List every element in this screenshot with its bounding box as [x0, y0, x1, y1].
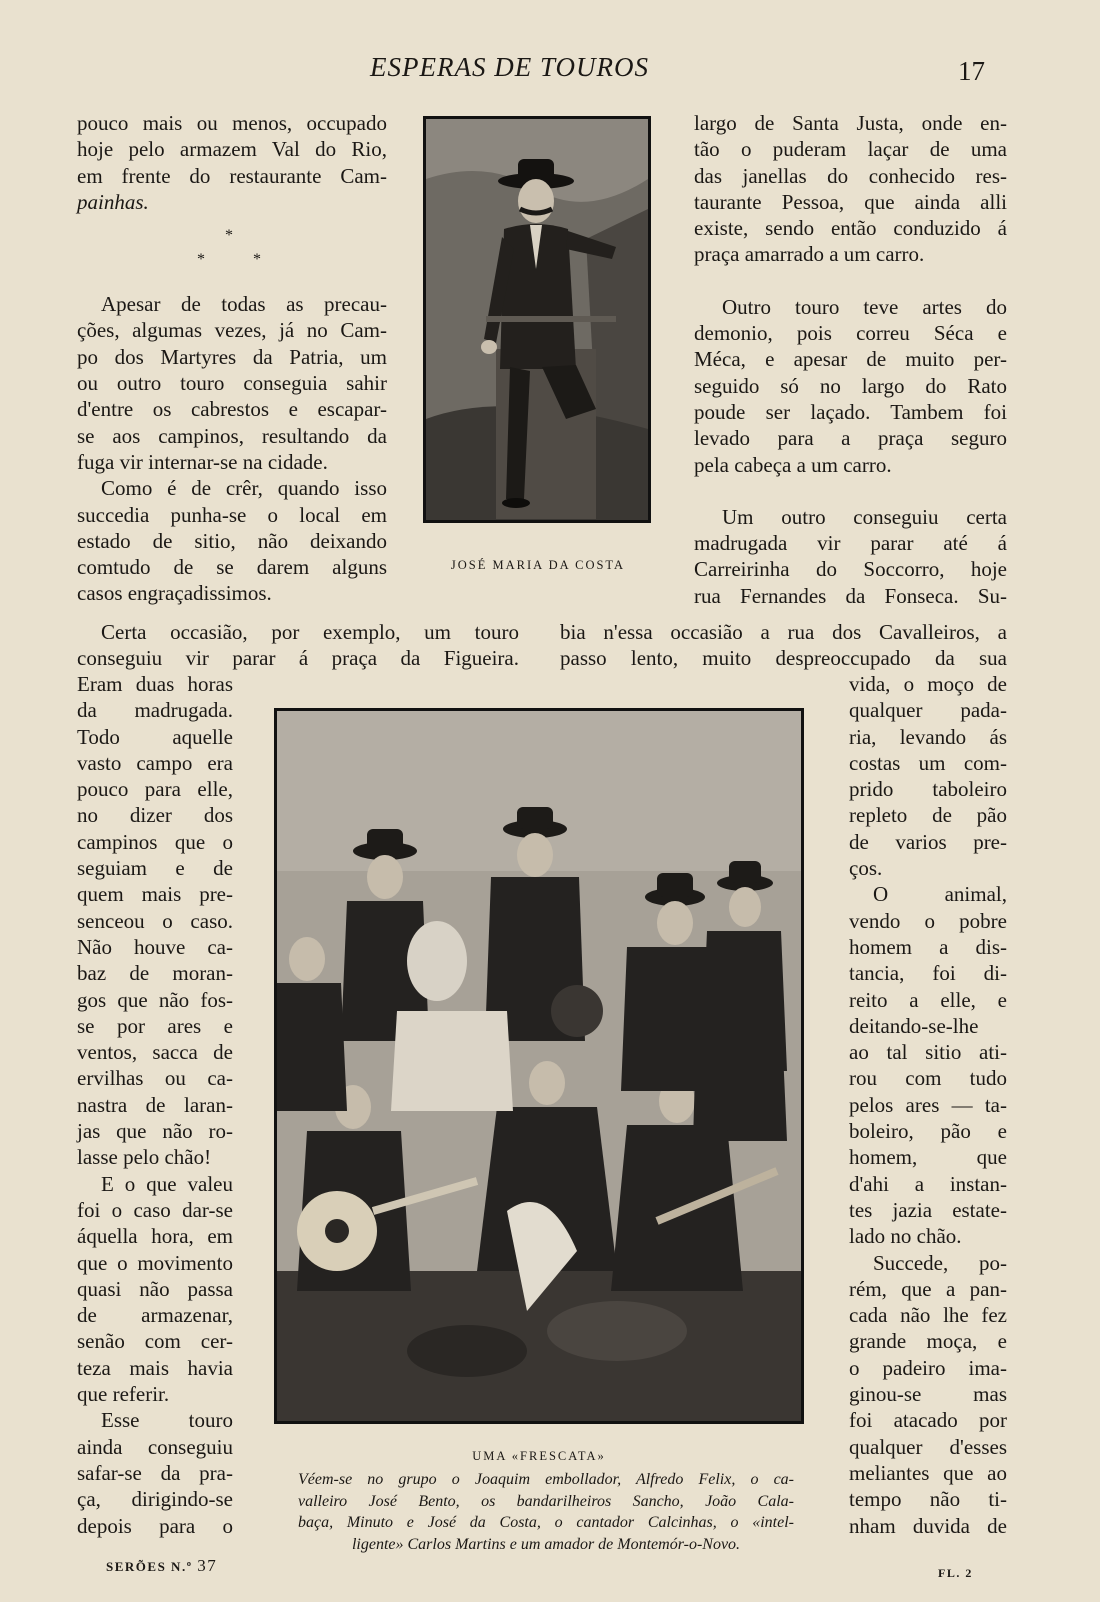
text-line: bia n'essa occasião a rua dos Cavalleiros, a [560, 620, 1007, 644]
signature-number: 37 [197, 1556, 218, 1575]
caption-line: ligente» Carlos Martins e um amador de Montemór-o-Novo. [351, 1535, 741, 1553]
paragraph [694, 504, 1007, 609]
text-line: repleto de pão [849, 803, 1007, 828]
text-line: pelos ares — ta- [849, 1092, 1007, 1117]
text-line: comtudo de se darem alguns [77, 555, 387, 580]
portrait-photo [423, 116, 651, 523]
paragraph [77, 1171, 233, 1408]
text-line: casos engraçadissimos. [77, 581, 272, 606]
section-star: * [225, 227, 233, 245]
text-line: pela cabeça a um carro. [694, 452, 892, 477]
text-line: largo de Santa Justa, onde en- [694, 111, 1007, 135]
text-line: vendo o pobre [849, 908, 1007, 933]
text-line: de varios pre- [849, 829, 1007, 854]
text-line: ria, levando ás [849, 724, 1007, 749]
text-line: demonio, pois correu Séca e [694, 321, 1007, 346]
portrait-illustration [426, 119, 648, 520]
text-line: passo lento, muito despreoccupado da sua [560, 646, 1007, 671]
text-line: ça, dirigindo-se [77, 1487, 233, 1512]
group-photo-title: UMA «FRESCATA» [472, 1449, 606, 1463]
text-line: ços. [849, 856, 883, 881]
text-line: gos que não fos- [77, 987, 233, 1012]
text-line: pouco para elle, [77, 777, 233, 802]
paragraph [849, 881, 1007, 1249]
text-line: boleiro, pão e [849, 1119, 1007, 1144]
text-line: da madrugada. [77, 698, 233, 723]
signature-mark [106, 1556, 217, 1576]
text-line: d'ahi a instan- [849, 1171, 1007, 1196]
paragraph [77, 671, 233, 1171]
text-line: Succede, po- [873, 1250, 1007, 1275]
text-line: senceou o caso. [77, 908, 233, 933]
text-line: lasse pelo chão! [77, 1145, 212, 1170]
text-line: áquella hora, em [77, 1224, 233, 1249]
text-row [77, 645, 1007, 671]
text-line: depois para o [77, 1513, 233, 1538]
text-line: reito a elle, e [849, 987, 1007, 1012]
text-line: prido taboleiro [849, 777, 1007, 802]
text-line: Certa occasião, por exemplo, um touro [101, 620, 519, 644]
text-line: meliantes que ao [849, 1460, 1007, 1485]
text-line: taurante Pessoa, que ainda alli [694, 189, 1007, 214]
group-photo [274, 708, 804, 1424]
text-line: estado de sitio, não deixando [77, 528, 387, 553]
group-photo-illustration [277, 711, 801, 1421]
text-line: ventos, sacca de [77, 1040, 233, 1065]
text-line: das janellas do conhecido res- [694, 163, 1007, 188]
text-line: que referir. [77, 1382, 170, 1407]
text-line: senão com cer- [77, 1329, 233, 1354]
text-line: madrugada vir parar até á [694, 531, 1007, 556]
paragraph-continuation [77, 110, 387, 215]
text-line: costas um com- [849, 750, 1007, 775]
text-line: seguiam e de [77, 856, 233, 881]
portrait-caption: JOSÉ MARIA DA COSTA [450, 558, 626, 572]
section-star: * [253, 251, 261, 269]
text-line: Um outro conseguiu certa [722, 504, 1007, 529]
text-line: d'entre os cabrestos e escapar- [77, 397, 387, 422]
text-line: seguido só no largo do Rato [694, 373, 1007, 398]
page-number: 17 [958, 56, 985, 86]
text-line: nastra de laran- [77, 1092, 233, 1117]
left-column-top [77, 110, 387, 607]
text-line: poude ser laçado. Tambem foi [694, 399, 1007, 424]
text-line: existe, sendo então conduzido á [694, 216, 1007, 241]
group-photo-caption [298, 1469, 794, 1555]
text-line: Eram duas horas [77, 672, 233, 696]
text-line: ao tal sitio ati- [849, 1040, 1007, 1065]
text-line: qualquer d'esses [849, 1434, 1007, 1459]
signature-prefix: SERÕES N.º [106, 1559, 193, 1574]
text-line: rém, que a pan- [849, 1276, 1007, 1301]
paragraph [77, 291, 387, 475]
text-line: fuga vir internar-se na cidade. [77, 449, 328, 474]
text-line: O animal, [873, 882, 1007, 907]
text-line: painhas. [77, 189, 149, 214]
text-line: pouco mais ou menos, occupado [77, 111, 387, 135]
text-line: safar-se da pra- [77, 1460, 233, 1485]
text-line: em frente do restaurante Cam- [77, 163, 387, 188]
text-line: ou outro touro conseguia sahir [77, 371, 387, 396]
text-line: Carreirinha do Soccorro, hoje [694, 557, 1007, 582]
text-line: Apesar de todas as precau- [101, 292, 387, 317]
section-star: * [197, 251, 205, 269]
paragraph-continuation [849, 671, 1007, 881]
text-line: E o que valeu [101, 1171, 233, 1196]
text-line: campinos que o [77, 829, 233, 854]
text-line: praça amarrado a um carro. [694, 242, 925, 267]
running-title: ESPERAS DE TOUROS [370, 52, 649, 82]
text-line: Esse touro [101, 1408, 233, 1433]
text-line: qualquer pada- [849, 698, 1007, 723]
text-line: no dizer dos [77, 803, 233, 828]
caption-line: valleiro José Bento, os bandarilheiros Sancho, João Cala- [298, 1492, 794, 1510]
text-line: ervilhas ou ca- [77, 1066, 233, 1091]
text-line: o padeiro ima- [849, 1355, 1007, 1380]
text-line: tempo não ti- [849, 1487, 1007, 1512]
paragraph [77, 475, 387, 606]
text-row [77, 619, 1007, 645]
text-line: hoje pelo armazem Val do Rio, [77, 137, 387, 162]
text-line: foi atacado por [849, 1408, 1007, 1433]
text-line: que o movimento [77, 1250, 233, 1275]
caption-line: baça, Minuto e José da Costa, o cantador Calcinhas, o «intel- [298, 1514, 794, 1531]
paragraph [849, 1250, 1007, 1539]
text-line: grande moça, e [849, 1329, 1007, 1354]
text-line: deitando-se-lhe [849, 1013, 979, 1038]
text-line: se aos campinos, resultando da [77, 423, 387, 448]
text-line: tancia, foi di- [849, 961, 1007, 986]
text-line: baz de moran- [77, 961, 233, 986]
text-line: rou com tudo [849, 1066, 1007, 1091]
text-line: succedia punha-se o local em [77, 502, 387, 527]
text-line: Todo aquelle [77, 724, 233, 749]
text-line: teza mais havia [77, 1355, 233, 1380]
text-line: vasto campo era [77, 750, 233, 775]
text-line: lado no chão. [849, 1224, 962, 1249]
text-line: ainda conseguiu [77, 1434, 233, 1459]
text-line: quasi não passa [77, 1276, 233, 1301]
paragraph [77, 1407, 233, 1538]
text-line: se por ares e [77, 1013, 233, 1038]
right-column-narrow [849, 671, 1007, 1539]
text-line: tes jazia estate- [849, 1197, 1007, 1222]
text-line: tão o puderam laçar de uma [694, 137, 1007, 162]
text-line: Não houve ca- [77, 934, 233, 959]
text-line: foi o caso dar-se [77, 1197, 233, 1222]
text-line: po dos Martyres da Patria, um [77, 344, 387, 369]
wide-text-rows [77, 619, 1007, 672]
section-break [77, 215, 387, 277]
text-line: Méca, e apesar de muito per- [694, 347, 1007, 372]
text-line: quem mais pre- [77, 882, 233, 907]
text-line: homem, que [849, 1145, 1007, 1170]
paragraph-continuation [694, 110, 1007, 268]
right-column-top [694, 110, 1007, 609]
text-line: ginou-se mas [849, 1382, 1007, 1407]
text-line: rua Fernandes da Fonseca. Su- [694, 583, 1007, 608]
text-line: vida, o moço de [849, 672, 1007, 696]
text-line: jas que não ro- [77, 1119, 233, 1144]
text-line: Outro touro teve artes do [722, 294, 1007, 319]
text-line: cada não lhe fez [849, 1303, 1007, 1328]
text-line: de armazenar, [77, 1303, 233, 1328]
text-line: conseguiu vir parar á praça da Figueira. [77, 646, 519, 671]
text-line: ções, algumas vezes, já no Cam- [77, 318, 387, 343]
folio-mark: FL. 2 [938, 1566, 973, 1580]
text-line: nham duvida de [849, 1513, 1007, 1538]
text-line: Como é de crêr, quando isso [101, 476, 387, 501]
left-column-narrow [77, 671, 233, 1539]
text-line: levado para a praça seguro [694, 426, 1007, 451]
paragraph [694, 294, 1007, 478]
text-line: homem a dis- [849, 934, 1007, 959]
caption-line: Véem-se no grupo o Joaquim embollador, Alfredo Felix, o ca- [298, 1471, 794, 1488]
